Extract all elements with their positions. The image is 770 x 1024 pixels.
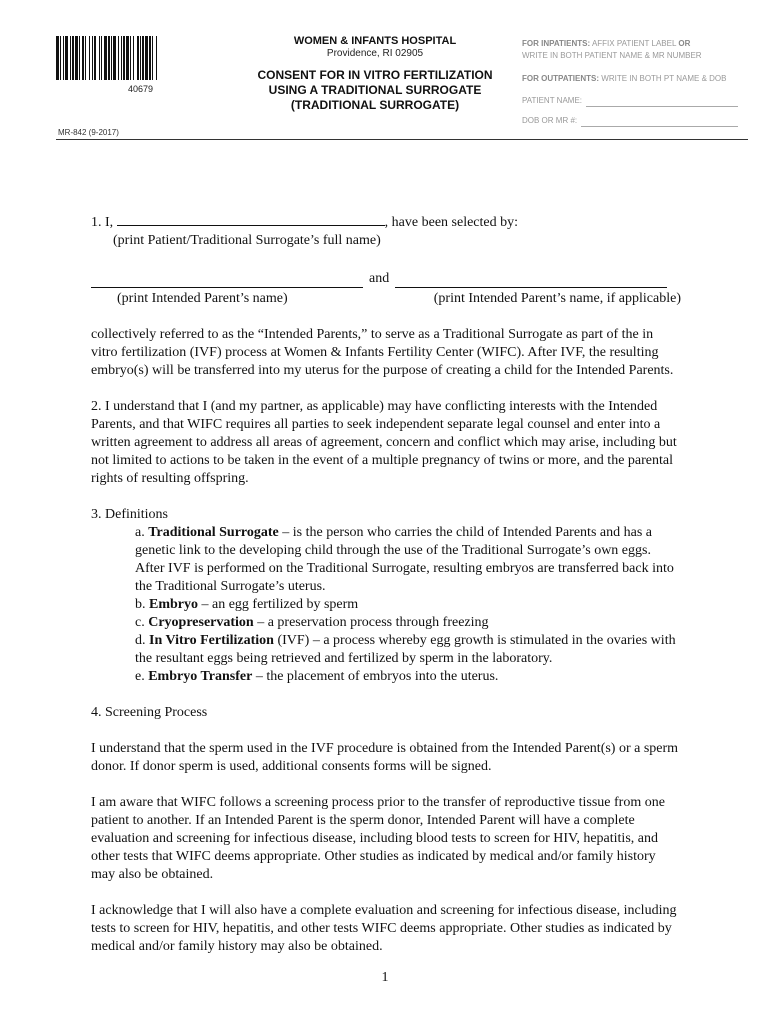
item-1 (91, 212, 681, 232)
definition-a-prefix: a. (135, 525, 149, 540)
outpatients-text: WRITE IN BOTH PT NAME & DOB (601, 74, 727, 83)
definition-d-prefix: d. (135, 633, 149, 648)
dob-mr-line[interactable] (581, 117, 738, 127)
item-1-suffix: , have been selected by: (384, 215, 518, 230)
and-text: and (369, 271, 390, 286)
intended-parent-1-caption: (print Intended Parent’s name) (117, 291, 288, 306)
outpatients-label: FOR OUTPATIENTS: (522, 74, 600, 83)
barcode-number: 40679 (128, 84, 154, 94)
definitions-list (91, 524, 681, 686)
definition-b-prefix: b. (135, 597, 149, 612)
patient-name-line[interactable] (586, 97, 738, 107)
intended-parent-2-caption: (print Intended Parent’s name, if applicable) (433, 291, 681, 306)
inpatients-text: AFFIX PATIENT LABEL (591, 39, 677, 48)
surrogate-name-line[interactable] (117, 212, 385, 226)
dob-mr-label: DOB OR MR #: (522, 116, 578, 125)
hospital-city: Providence, RI 02905 (326, 48, 424, 59)
page-title (240, 68, 510, 113)
intended-parents-captions (91, 290, 681, 308)
intended-parents-paragraph: collectively referred to as the “Intended Parents,” to serve as a Traditional Surrogate as part of the in vitro fertilization (IVF) process at Women & Infants Fertility Center (WIFC). After IVF, the resulting embryo(s) will be transferred into my uterus for the purpose of creating a child for the Intended Parents. (91, 327, 674, 378)
inpatients-instruction-line-2: WRITE IN BOTH PATIENT NAME & MR NUMBER (522, 51, 702, 60)
dob-mr-field[interactable] (522, 115, 752, 127)
definition-a-term: Traditional Surrogate (148, 525, 279, 540)
intended-parents-row (91, 270, 681, 288)
definition-a-text: – is the person who carries the child of Intended Parents and has a genetic link to the developing child through the use of the Traditional Surrogate’s own eggs. After IVF is performed on the Traditional Surrogate, resulting embryos are transferred back into the Traditional Surrogate’s uterus. (135, 525, 674, 594)
barcode (56, 36, 246, 80)
form-number: MR-842 (9-2017) (58, 128, 119, 137)
item-4-heading: 4. Screening Process (91, 705, 208, 720)
definition-c-text: – a preservation process through freezing (253, 615, 489, 630)
inpatients-instruction (522, 38, 752, 50)
definition-e-prefix: e. (135, 669, 149, 684)
title-line-2: USING A TRADITIONAL SURROGATE (268, 83, 482, 97)
acknowledgement-paragraph: I acknowledge that I will also have a complete evaluation and screening for infectious disease, including tests to screen for HIV, hepatitis, and other tests WIFC deems appropriate. Other studies as indicated by medical and/or family history may also be obtained. (91, 903, 677, 954)
title-line-1: CONSENT FOR IN VITRO FERTILIZATION (257, 68, 493, 82)
patient-name-field[interactable] (522, 95, 752, 107)
inpatients-or: OR (678, 39, 691, 48)
definition-c-prefix: c. (135, 615, 149, 630)
definition-e-text: – the placement of embryos into the uterus. (252, 669, 499, 684)
sperm-source-paragraph: I understand that the sperm used in the IVF procedure is obtained from the Intended Parent(s) or a sperm donor. If donor sperm is used, additional consents forms will be signed. (91, 741, 679, 774)
definition-d-text: (IVF) – a process whereby egg growth is stimulated in the ovaries with the resultant eggs being retrieved and fertilized by sperm in the laboratory. (135, 633, 676, 666)
patient-label-area (522, 38, 752, 127)
definition-c-term: Cryopreservation (148, 615, 254, 630)
definition-b-text: – an egg fertilized by sperm (198, 597, 359, 612)
intended-parent-1-line[interactable] (91, 287, 363, 288)
item-3-heading: 3. Definitions (91, 507, 168, 522)
hospital-name: WOMEN & INFANTS HOSPITAL (293, 35, 457, 47)
title-line-3: (TRADITIONAL SURROGATE) (290, 98, 460, 112)
item-2: 2. I understand that I (and my partner, as applicable) may have conflicting interests with the Intended Parents, and that WIFC requires all parties to seek independent separate legal counsel and enter into a written agreement to address all areas of agreement, concern and conflict which may arise, including but not limited to actions to be taken in the event of a multiple pregnancy of twins or more, and the parental rights of resulting offspring. (91, 399, 677, 486)
header-divider (56, 139, 748, 140)
definition-e-term: Embryo Transfer (148, 669, 253, 684)
definition-c (135, 614, 681, 632)
definition-b (135, 596, 681, 614)
consent-body (91, 212, 681, 956)
definition-e (135, 668, 681, 686)
outpatients-instruction (522, 73, 752, 85)
hospital-block (270, 35, 480, 59)
surrogate-name-caption: (print Patient/Traditional Surrogate’s full name) (113, 233, 381, 248)
patient-name-label: PATIENT NAME: (522, 96, 583, 105)
definition-a (135, 524, 681, 596)
definition-d-term: In Vitro Fertilization (149, 633, 274, 648)
page-number: 1 (381, 970, 389, 985)
screening-paragraph: I am aware that WIFC follows a screening process prior to the transfer of reproductive tissue from one patient to another. If an Intended Parent is the sperm donor, Intended Parent will have a complete evaluation and screening for infectious disease, including blood tests to screen for HIV, hepatitis, and other tests that WIFC deems appropriate. Other studies as indicated by medical and/or family history may also be obtained. (91, 795, 665, 882)
inpatients-label: FOR INPATIENTS: (522, 39, 591, 48)
intended-parent-2-line[interactable] (395, 287, 667, 288)
definition-b-term: Embryo (149, 597, 198, 612)
definition-d (135, 632, 681, 668)
item-1-prefix: 1. I, (91, 215, 114, 230)
